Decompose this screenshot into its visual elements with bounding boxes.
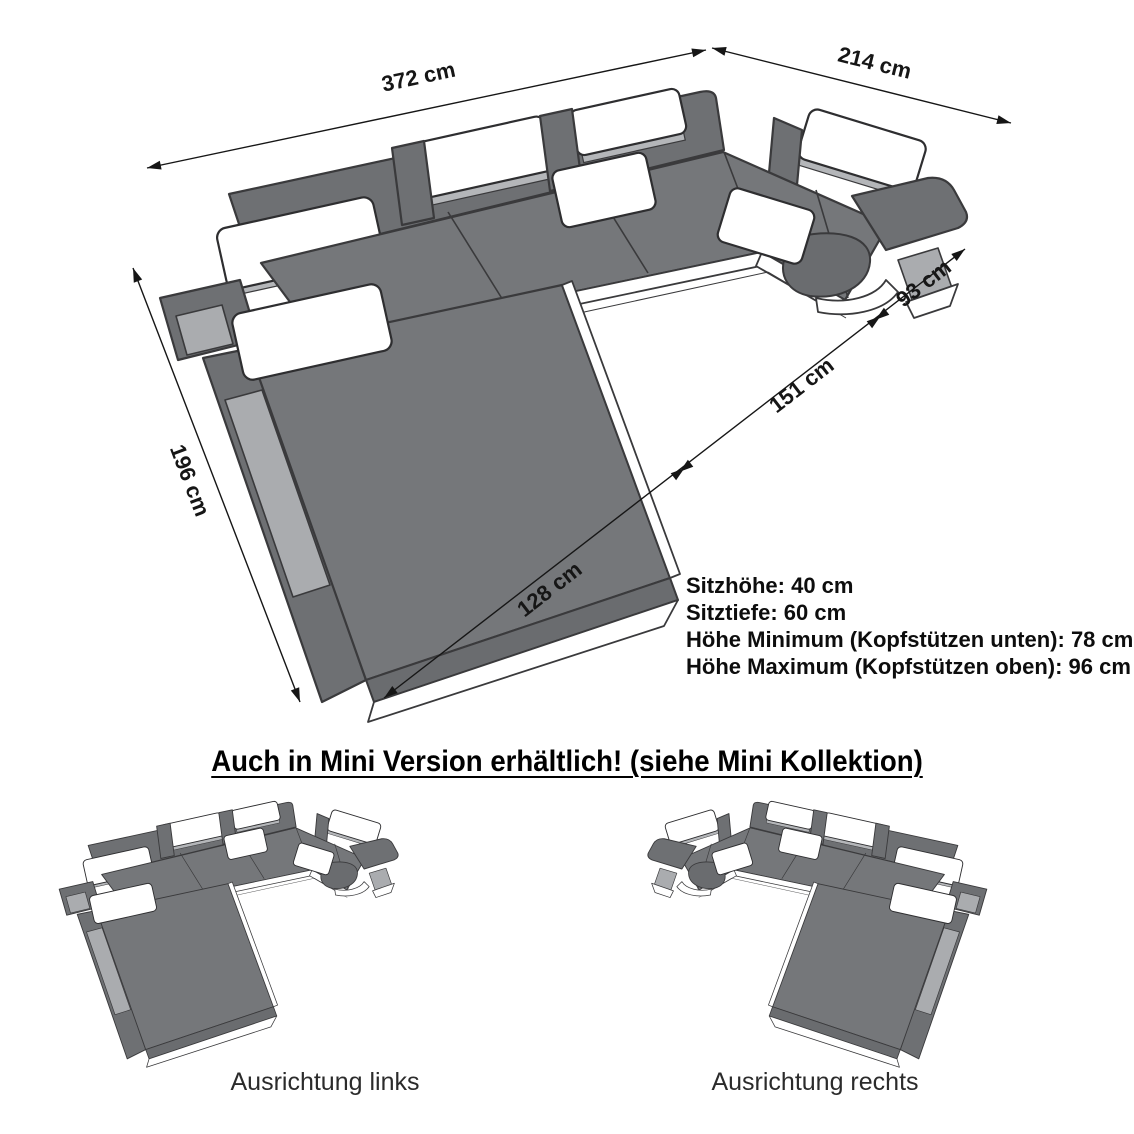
mini-label-left: Ausrichtung links <box>230 1068 420 1096</box>
arrowhead <box>996 115 1011 124</box>
mini-version-heading: Auch in Mini Version erhältlich! (siehe Mini Kollektion) <box>211 745 923 778</box>
arrowhead <box>671 468 685 480</box>
mini-label-right: Ausrichtung rechts <box>711 1068 919 1096</box>
arrowhead <box>291 687 300 702</box>
arrowhead <box>712 47 727 56</box>
spec-height-max: Höhe Maximum (Kopfstützen oben): 96 cm <box>686 654 1131 679</box>
dim-label-chaise-width: 128 cm <box>512 556 587 622</box>
spec-text-block <box>686 572 1133 680</box>
spec-seat-depth: Sitztiefe: 60 cm <box>686 600 847 625</box>
dim-label-back-width: 372 cm <box>379 56 458 97</box>
spec-seat-height: Sitzhöhe: 40 cm <box>686 573 854 598</box>
dim-label-right-segment: 93 cm <box>891 254 956 313</box>
mini-sofa-left <box>59 801 398 1068</box>
dim-label-right-width: 214 cm <box>835 41 915 84</box>
dim-label-chaise-depth: 196 cm <box>164 440 216 520</box>
spec-height-min: Höhe Minimum (Kopfstützen unten): 78 cm <box>686 627 1134 652</box>
arrowhead <box>951 249 965 261</box>
mini-sofa-right <box>648 801 987 1068</box>
arrowhead <box>133 268 142 283</box>
arrowhead <box>691 49 706 58</box>
arrowhead <box>867 316 881 328</box>
dim-label-opening: 151 cm <box>764 352 839 418</box>
arrowhead <box>147 161 162 170</box>
